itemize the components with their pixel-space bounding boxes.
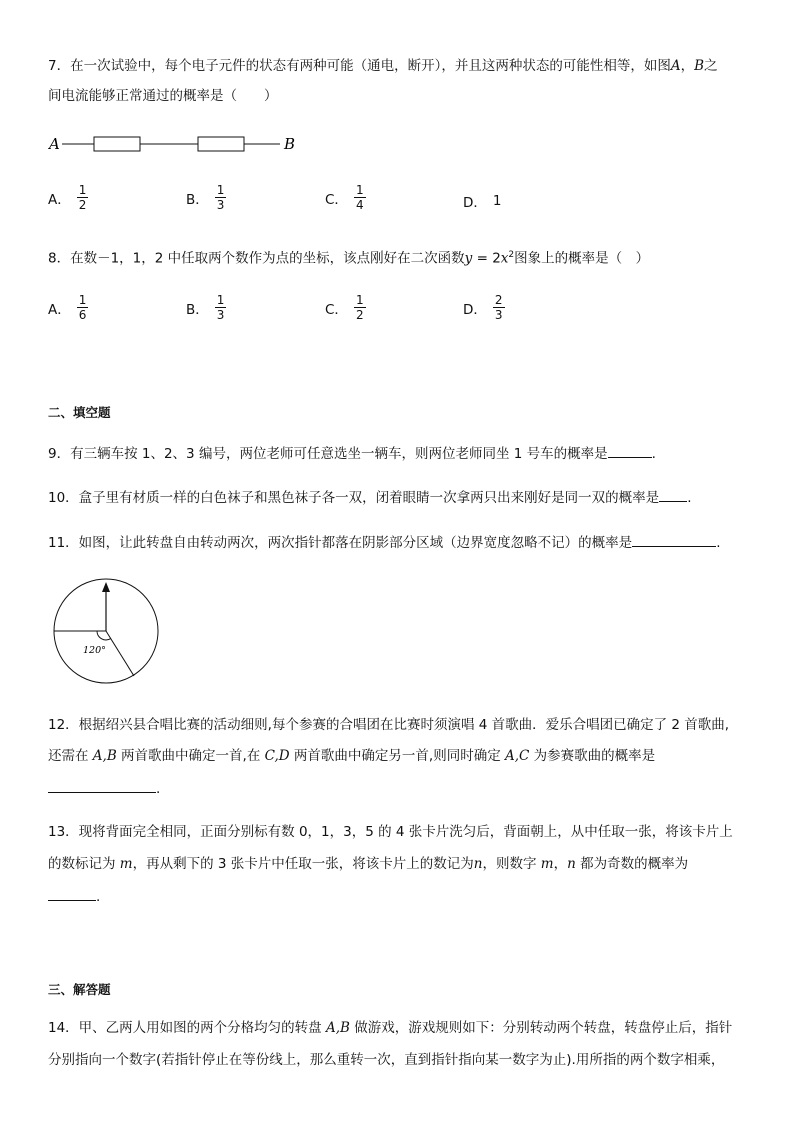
q14-line-2: 分别指向一个数字(若指针停止在等份线上，那么重转一次，直到指针指向某一数字为止).用所指的两个数字相乘，	[48, 1052, 725, 1068]
q8-option-d: D． $\frac{2}{3}$	[463, 293, 503, 322]
q13-line-1: 13．现将背面完全相同，正面分别标有数 0，1，3，5 的 4 张卡片洗匀后，背面朝上，从中任取一张，将该卡片上	[48, 824, 733, 840]
circuit-label-a: A	[49, 135, 60, 153]
circuit-diagram	[48, 132, 308, 156]
fraction: $\frac{1}{3}$	[216, 293, 225, 322]
q8-option-a: A． $\frac{1}{6}$	[48, 293, 87, 322]
fraction: $\frac{1}{6}$	[78, 293, 87, 322]
q7-option-a: A． $\frac{1}{2}$	[48, 183, 87, 212]
q9-text: 9．有三辆车按 1、2、3 编号，两位老师可任意选坐一辆车，则两位老师同坐 1 号车的概率是 .	[48, 443, 656, 463]
divider-line	[106, 631, 134, 676]
pointer-arrow-head	[102, 582, 110, 592]
q7-option-b: B． $\frac{1}{3}$	[186, 183, 225, 212]
q8-option-b: B． $\frac{1}{3}$	[186, 293, 225, 322]
q7-line-1: 7．在一次试验中，每个电子元件的状态有两种可能（通电，断开），并且这两种状态的可能性相等，如图A，B之	[48, 58, 718, 74]
q8-option-c: C． $\frac{1}{2}$	[325, 293, 364, 322]
answer-blank[interactable]	[48, 778, 156, 793]
answer-blank[interactable]	[659, 487, 687, 502]
q7-option-c: C． $\frac{1}{4}$	[325, 183, 364, 212]
q12-answer-line: .	[48, 778, 160, 798]
fraction: $\frac{2}{3}$	[494, 293, 503, 322]
q7-option-d: D． 1	[463, 193, 502, 211]
q7-line-2: 间电流能够正常通过的概率是（ ）	[48, 88, 278, 104]
q8-text: 8．在数－1，1，2 中任取两个数作为点的坐标，该点刚好在二次函数$y = 2x^2$图象上的概率是（ ）	[48, 250, 650, 267]
circuit-label-b: B	[284, 135, 296, 153]
q12-line-1: 12．根据绍兴县合唱比赛的活动细则,每个参赛的合唱团在比赛时须演唱 4 首歌曲．爱乐合唱团已确定了 2 首歌曲,	[48, 717, 730, 733]
q13-line-2: 的数标记为 m，再从剩下的 3 张卡片中任取一张，将该卡片上的数记为n，则数字 m，n 都为奇数的概率为	[48, 856, 689, 872]
switch-element-1	[94, 137, 140, 151]
fraction: $\frac{1}{4}$	[355, 183, 364, 212]
q11-text: 11．如图，让此转盘自由转动两次，两次指针都落在阴影部分区域（边界宽度忽略不记）的概率是 .	[48, 532, 720, 552]
q13-answer-line: .	[48, 886, 100, 906]
spinner-diagram	[52, 578, 164, 686]
answer-blank[interactable]	[48, 886, 96, 901]
q14-line-1: 14．甲、乙两人用如图的两个分格均匀的转盘 A,B 做游戏，游戏规则如下：分别转动两个转盘，转盘停止后，指针	[48, 1020, 733, 1036]
switch-element-2	[198, 137, 244, 151]
section-heading-answer: 三、解答题	[48, 982, 111, 997]
q12-line-2: 还需在 A,B 两首歌曲中确定一首,在 C,D 两首歌曲中确定另一首,则同时确定 A,C 为参赛歌曲的概率是	[48, 748, 656, 764]
angle-label: 120°	[83, 645, 106, 656]
answer-blank[interactable]	[632, 532, 716, 547]
answer-blank[interactable]	[608, 443, 652, 458]
fraction: $\frac{1}{2}$	[78, 183, 87, 212]
q10-text: 10．盒子里有材质一样的白色袜子和黑色袜子各一双，闭着眼睛一次拿两只出来刚好是同一双的概率是 .	[48, 487, 691, 507]
fraction: $\frac{1}{3}$	[216, 183, 225, 212]
section-heading-fill-in: 二、填空题	[48, 405, 111, 420]
fraction: $\frac{1}{2}$	[355, 293, 364, 322]
